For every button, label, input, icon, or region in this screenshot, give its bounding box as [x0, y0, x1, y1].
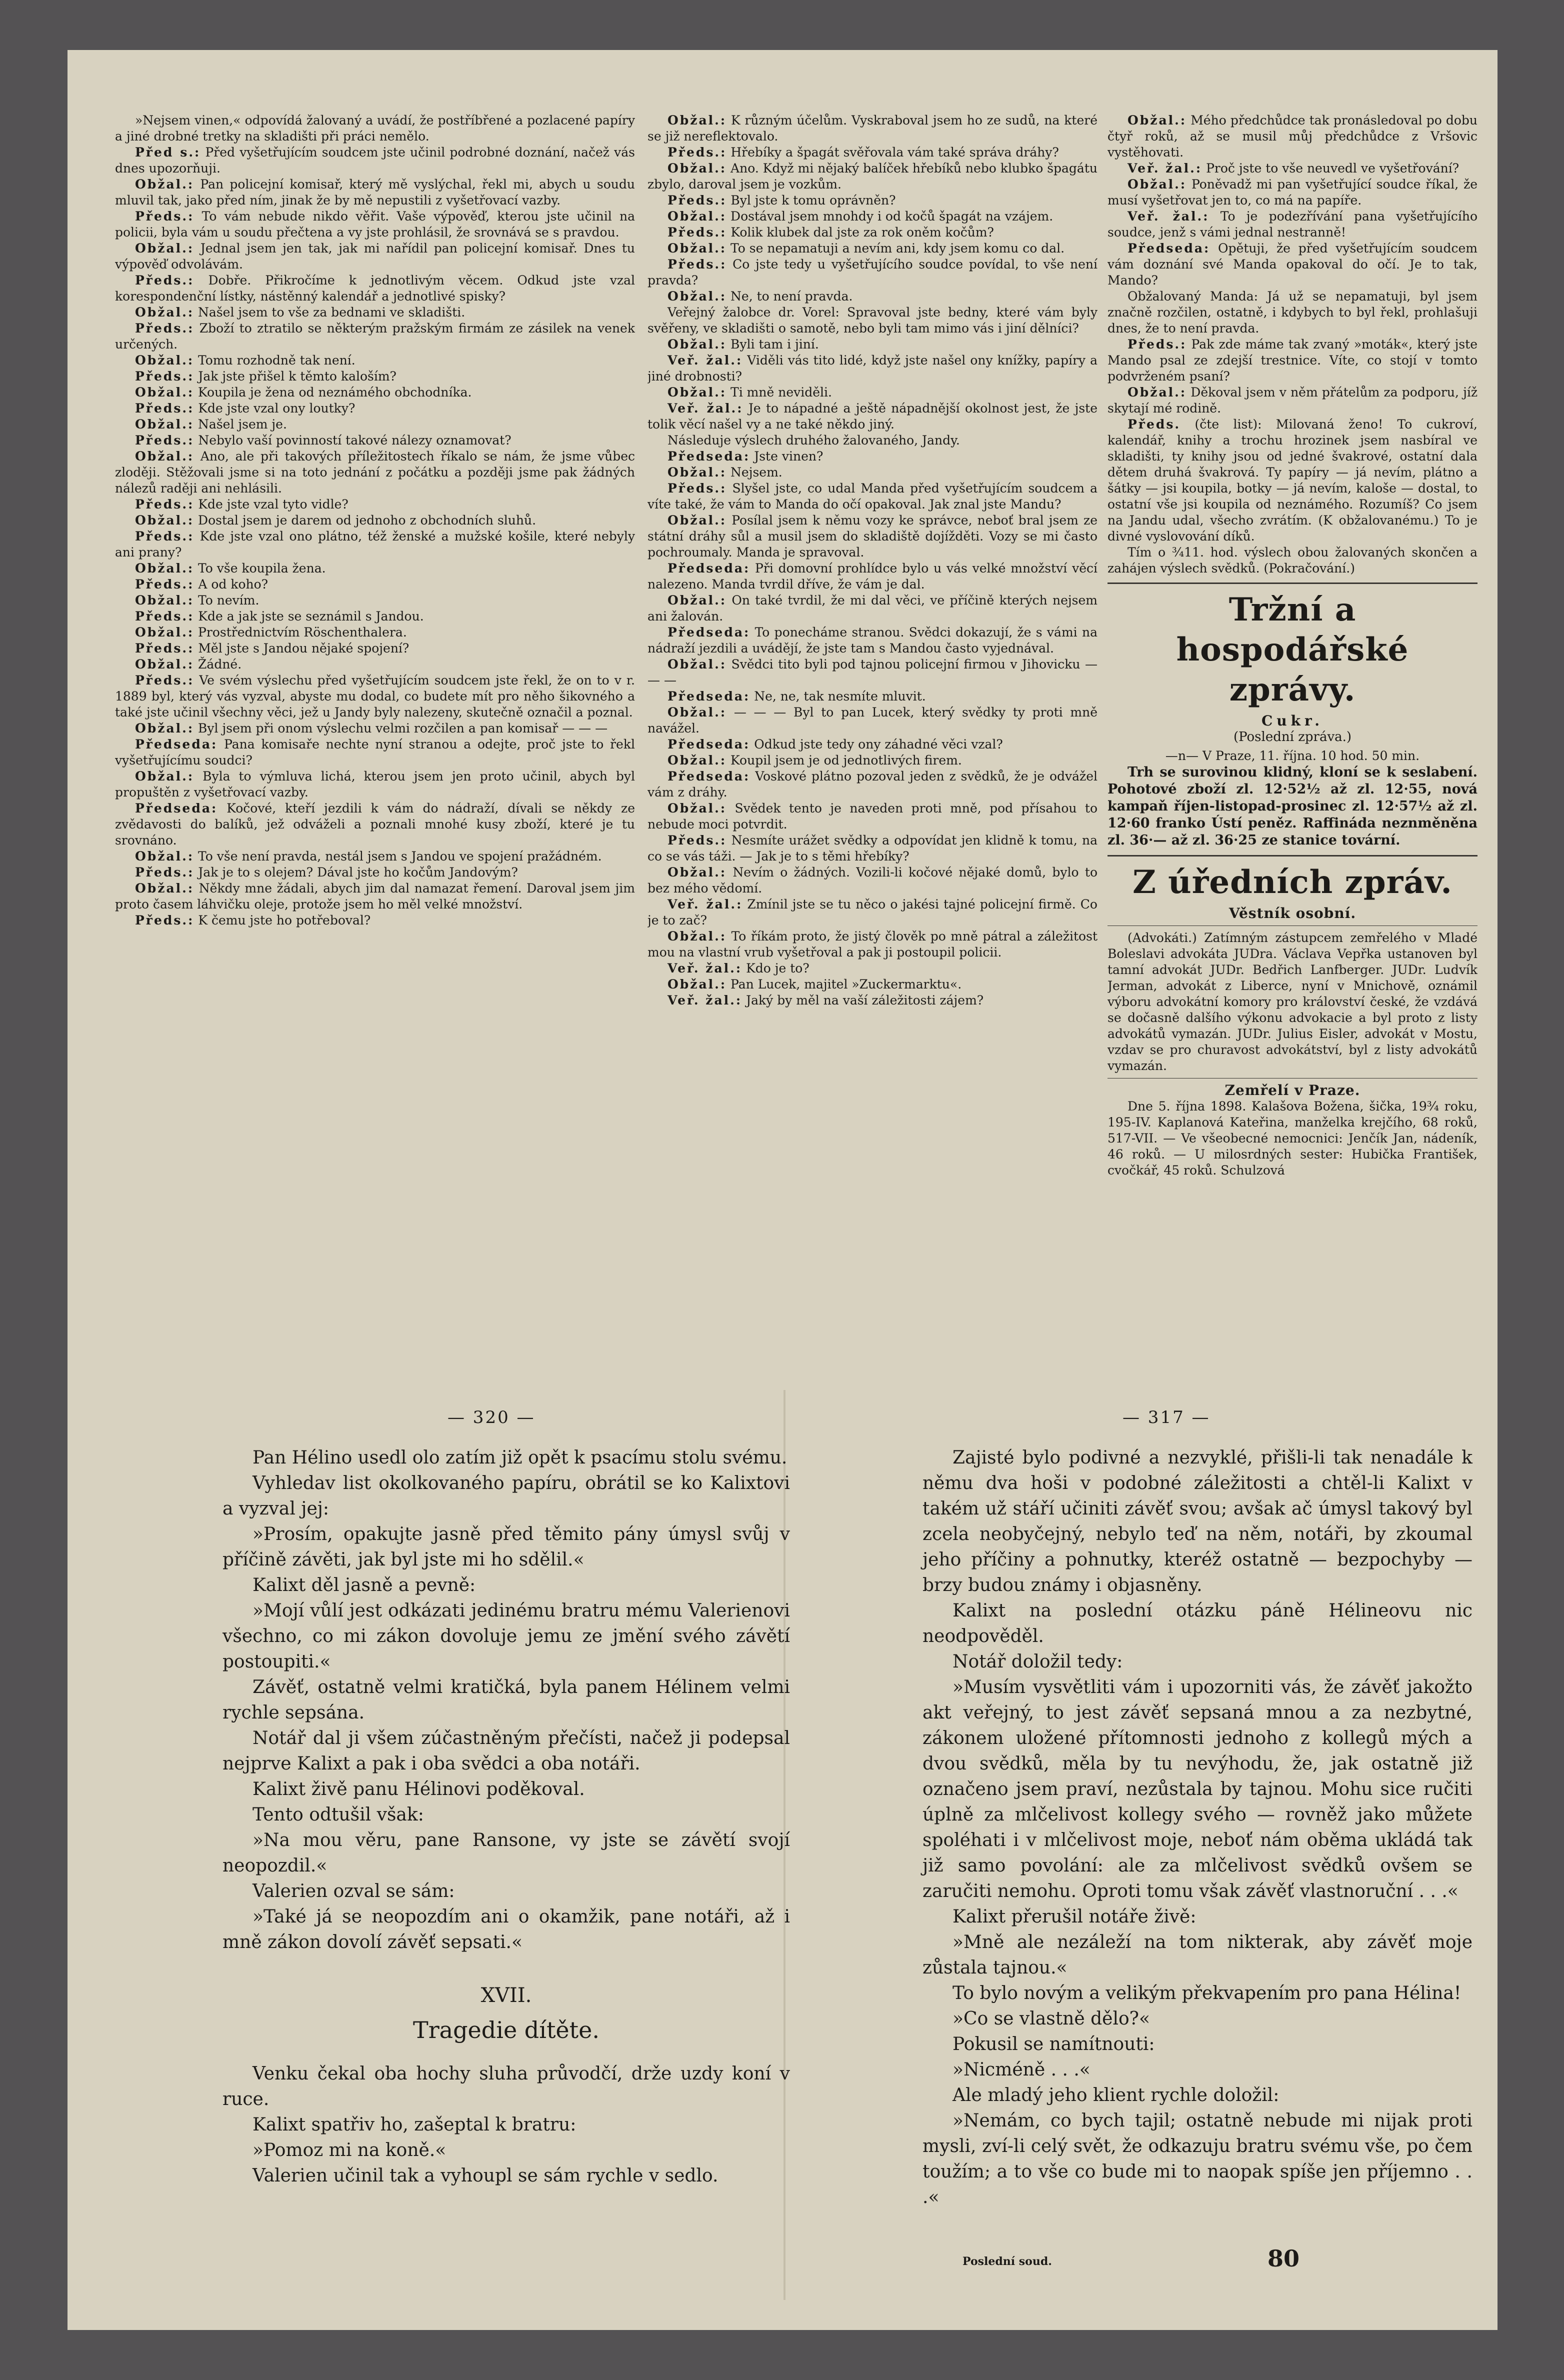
dialog-text: Posílal jsem k němu vozy ke správce, neboť bral jsem ze státní dráhy sůl a musil jsem do skladiště dojížděti. Vozy se mi často pochroumaly. Manda je spravoval. [648, 513, 1098, 560]
dialog-paragraph [115, 800, 635, 848]
book-paragraph: Kalixt živě panu Hélinovi poděkoval. [252, 1779, 585, 1800]
dialog-text: Prostřednictvím Röschenthalera. [198, 625, 407, 640]
book-paragraph: Venku čekal oba hochy sluha průvodčí, drže uzdy koní v ruce. [222, 2064, 790, 2110]
last-report-note: (Poslední zpráva.) [1233, 730, 1352, 744]
dialog-paragraph [648, 896, 1098, 928]
dialog-paragraph [115, 320, 635, 352]
dialog-text: Odkud jste tedy ony záhadné věci vzal? [754, 737, 1003, 752]
speaker-label: Veř. žal.: [668, 993, 742, 1008]
dialog-paragraph [648, 112, 1098, 144]
speaker-label: Obžal.: [668, 513, 727, 528]
dialog-text: Dostával jsem mnohdy i od kočů špagát na vzájem. [730, 209, 1054, 224]
speaker-label: Obžal.: [668, 337, 727, 352]
dialog-paragraph [115, 496, 635, 512]
speaker-label: Předs.: [135, 321, 194, 336]
dialog-paragraph [648, 304, 1098, 336]
speaker-label: Obžal.: [135, 849, 194, 864]
speaker-label: Obžal.: [1128, 113, 1187, 128]
speaker-label: Obžal.: [135, 241, 194, 256]
dialog-paragraph [648, 752, 1098, 768]
book-paragraph: Kalixt spatřiv ho, zašeptal k bratru: [252, 2114, 576, 2135]
book-paragraph: »Pomoz mi na koně.« [252, 2140, 446, 2160]
speaker-label: Veř. žal.: [668, 353, 743, 368]
dialog-text: Kočové, kteří jezdili k vám do nádraží, dívali se někdy ze zvědavosti do balíků, jež odváželi a poznali mnohé kusy zboží, které je tu srovnáno. [115, 801, 635, 848]
dialog-text: Kde jste vzal ony loutky? [198, 401, 356, 416]
dialog-paragraph [115, 656, 635, 672]
dialog-text: Koupila je žena od neznámého obchodníka. [198, 385, 472, 400]
speaker-label: Obžal.: [135, 177, 194, 192]
dialog-text: Jste vinen? [754, 449, 824, 464]
speaker-label: Obžal.: [135, 305, 194, 320]
dialog-paragraph [1108, 288, 1478, 336]
dialog-text: To se nepamatuji a nevím ani, kdy jsem komu co dal. [730, 241, 1065, 256]
book-paragraph: Zajisté bylo podivné a nezvyklé, přišli-li tak nenadále k němu dva hoši v podobné záležitosti a chtěl-li Kalixt v takém už stáří učiniti závěť svou; avšak ač úmysl takový byl zcela neobyčejný, nebylo teď na něm, notáři, by zkoumal jeho příčiny a pohnutky, kteréž ostatně — bezpochyby — brzy budou známy i objasněny. [922, 1448, 1472, 1596]
dialog-text: Byla to výmluva lichá, kterou jsem jen proto učinil, abych byl propuštěn z vyšetřovací vazby. [115, 769, 635, 800]
speaker-label: Obžal.: [668, 929, 727, 944]
speaker-label: Obžal.: [668, 465, 727, 480]
dialog-paragraph [115, 768, 635, 800]
speaker-label: Předseda: [668, 449, 750, 464]
dialog-paragraph [1108, 208, 1478, 240]
dialog-text: K čemu jste ho potřeboval? [198, 913, 371, 928]
dialog-paragraph [1108, 160, 1478, 176]
dialog-paragraph [115, 592, 635, 608]
speaker-label: Veř. žal.: [1128, 161, 1202, 176]
dialog-text: A od koho? [198, 577, 268, 592]
dialog-paragraph [115, 608, 635, 624]
book-page-number-right: — 317 — [1122, 1408, 1210, 1428]
book-page-number-left: — 320 — [448, 1408, 536, 1428]
dialog-text: Viděli vás tito lidé, když jste našel ony knížky, papíry a jiné drobnosti? [648, 353, 1098, 384]
speaker-label: Obžal.: [668, 385, 727, 400]
dialog-paragraph [115, 304, 635, 320]
dialog-text: Nesmíte urážet svědky a odpovídat jen klidně k tomu, na co se vás táži. — Jak je to s těmi hřebíky? [648, 833, 1098, 864]
dialog-paragraph [648, 288, 1098, 304]
dialog-paragraph [648, 432, 1098, 448]
dialog-text: To nevím. [198, 593, 260, 608]
official-news-heading: Z úředních zpráv. [1132, 864, 1452, 901]
dialog-text: Jak je to s olejem? Dával jste ho kočům Jandovým? [198, 865, 518, 880]
speaker-label: Obžal.: [668, 865, 727, 880]
dialog-text: Obžalovaný Manda: Já už se nepamatuji, byl jsem značně rozčilen, ostatně, i kdybych to byl řekl, prohlašuji dnes, že to není pravda. [1108, 289, 1478, 336]
speaker-label: Obžal.: [668, 753, 727, 768]
dialog-paragraph [648, 208, 1098, 224]
dialog-paragraph [648, 992, 1098, 1008]
book-paragraph: To bylo novým a velikým překvapením pro pana Hélina! [952, 1983, 1462, 2004]
dialog-paragraph [115, 400, 635, 416]
dialog-text: Tím o ¾11. hod. výslech obou žalovaných skončen a zahájen výslech svědků. (Pokračování.) [1108, 545, 1478, 576]
speaker-label: Předs.: [135, 529, 194, 544]
dialog-text: Svědci tito byli pod tajnou policejní firmou v Jihovicku — — — [648, 657, 1098, 688]
speaker-label: Obžal.: [1128, 177, 1187, 192]
speaker-label: Obžal.: [135, 353, 194, 368]
section-divider [1108, 582, 1478, 584]
speaker-label: Obžal.: [668, 977, 727, 992]
dialog-paragraph [115, 736, 635, 768]
newspaper-page [68, 50, 1498, 2330]
personal-gazette-subheading: Věstník osobní. [1228, 905, 1356, 922]
court-dialog-continuation [1108, 112, 1478, 576]
speaker-label: Obžal.: [135, 881, 194, 896]
speaker-label: Obžal.: [135, 561, 194, 576]
speaker-label: Předs.: [135, 609, 194, 624]
dialog-text: To vše není pravda, nestál jsem s Jandou ve spojení pražádném. [198, 849, 602, 864]
speaker-label: Předs.: [135, 497, 194, 512]
speaker-label: Předs.: [135, 369, 194, 384]
book-paragraph: Valerien učinil tak a vyhoupl se sám rychle v sedlo. [252, 2166, 718, 2186]
book-paragraph: »Nicméně . . .« [952, 2060, 1090, 2080]
dialog-text: Žádné. [198, 657, 242, 672]
speaker-label: Obžal.: [668, 289, 727, 304]
dialog-paragraph [648, 560, 1098, 592]
book-paragraph: »Co se vlastně dělo?« [952, 2008, 1150, 2029]
dialog-paragraph [648, 480, 1098, 512]
dialog-paragraph [648, 864, 1098, 896]
speaker-label: Předs.: [668, 257, 727, 272]
dialog-text: Nejsem. [730, 465, 782, 480]
dialog-text: Opětuji, že před vyšetřujícím soudcem vám doznání své Manda opakoval do očí. Je to tak, Mando? [1108, 241, 1478, 288]
dialog-text: Pak zde máme tak zvaný »moták«, který jste Mando psal ze zdejší trestnice. Víte, co stojí v tomto podvrženém psaní? [1108, 337, 1478, 384]
speaker-label: Obžal.: [135, 657, 194, 672]
speaker-label: Předseda: [668, 769, 750, 784]
dialog-text: Byl jste k tomu oprávněn? [730, 193, 896, 208]
dialog-text: On také tvrdil, že mi dal věci, ve příčině kterých nejsem ani žalován. [648, 593, 1098, 624]
dialog-text: Byli tam i jiní. [730, 337, 819, 352]
dialog-text: Ti mně neviděli. [730, 385, 832, 400]
dialog-paragraph [648, 736, 1098, 752]
book-paragraph: Valerien ozval se sám: [252, 1881, 455, 1902]
deaths-heading: Zemřelí v Praze. [1224, 1082, 1360, 1098]
book-paragraph: »Také já se neopozdím ani o okamžik, pane notáři, až i mně zákon dovolí závěť sepsati.« [222, 1906, 790, 1952]
dialog-paragraph [115, 416, 635, 432]
dialog-paragraph [115, 864, 635, 880]
speaker-label: Předs.: [135, 913, 194, 928]
dialog-text: »Nejsem vinen,« odpovídá žalovaný a uvádí, že postříbřené a pozlacené papíry a jiné drobné tretky na skladišti při práci nemělo. [115, 113, 635, 144]
dialog-text: Pana komisaře nechte nyní stranou a odejte, proč jste to řekl vyšetřujícímu soudci? [115, 737, 635, 768]
speaker-label: Obžal.: [668, 801, 727, 816]
dialog-text: Kde jste vzal ono plátno, též ženské a mužské košile, které nebyly ani prany? [115, 529, 635, 560]
dialog-paragraph [648, 832, 1098, 864]
book-paragraph: »Prosím, opakujte jasně před těmito pány úmysl svůj v příčině závěti, jak byl jste mi ho sdělil.« [222, 1524, 790, 1570]
dialog-text: Koupil jsem je od jednotlivých firem. [730, 753, 962, 768]
dialog-paragraph [115, 560, 635, 576]
book-paragraph: Notář doložil tedy: [952, 1652, 1123, 1672]
book-page-right [922, 1445, 1472, 2210]
dialog-paragraph [648, 688, 1098, 704]
book-paragraph: Tento odtušil však: [252, 1804, 424, 1825]
chapter-title: Tragedie dítěte. [413, 2016, 600, 2044]
dialog-paragraph [648, 224, 1098, 240]
dialog-paragraph [648, 512, 1098, 560]
dialog-text: Zmínil jste se tu něco o jakési tajné policejní firmě. Co je to zač? [648, 897, 1098, 928]
dialog-text: Proč jste to vše neuvedl ve vyšetřování? [1206, 161, 1460, 176]
speaker-label: Předs.: [135, 641, 194, 656]
dialog-paragraph [648, 624, 1098, 656]
dialog-paragraph [648, 928, 1098, 960]
dialog-text: Ve svém výslechu před vyšetřujícím soudcem jste řekl, že on to v r. 1889 byl, který vás vyzval, abyste mu dodal, co budete mít pro něho šikovného a také jste učinil všechny věci, jež u Jandy byly nalezeny, skutečně označil a poznal. [115, 673, 635, 720]
dialog-text: Ano. Když mi nějaký balíček hřebíků nebo klubko špagátu zbylo, daroval jsem je vozkům. [648, 161, 1098, 192]
dialog-text: Pan Lucek, majitel »Zuckermarktu«. [730, 977, 962, 992]
dialog-text: Hřebíky a špagát svěřovala vám také správa dráhy? [730, 145, 1059, 160]
dialog-paragraph [648, 240, 1098, 256]
section-divider [1108, 855, 1478, 856]
speaker-label: Předs.: [135, 577, 194, 592]
speaker-label: Předs.: [668, 225, 727, 240]
book-paragraph: Vyhledav list okolkovaného papíru, obrátil se ko Kalixtovi a vyzval jej: [222, 1473, 790, 1519]
book-paragraph: »Mně ale nezáleží na tom nikterak, aby závěť moje zůstala tajnou.« [922, 1932, 1472, 1978]
dialog-text: Kdo je to? [746, 961, 810, 976]
speaker-label: Předs.: [1128, 337, 1187, 352]
book-text-after-chapter [222, 2061, 790, 2188]
dialog-paragraph [1108, 544, 1478, 576]
dialog-text: Našel jsem je. [198, 417, 287, 432]
dialog-paragraph [1108, 112, 1478, 160]
dialog-text: K různým účelům. Vyskraboval jsem ho ze sudů, na které se již nereflektovalo. [648, 113, 1098, 144]
dialog-text: Před vyšetřujícím soudcem jste učinil podrobné doznání, načež vás dnes upozorňuji. [115, 145, 635, 176]
book-page-left [222, 1445, 790, 2188]
dialog-paragraph [115, 512, 635, 528]
speaker-label: Obžal.: [1128, 385, 1187, 400]
dialog-paragraph [648, 400, 1098, 432]
dialog-text: — — — Byl to pan Lucek, který svědky ty proti mně navážel. [648, 705, 1098, 736]
speaker-label: Předs.: [668, 193, 727, 208]
dialog-text: Svědek tento je naveden proti mně, pod přísahou to nebude moci potvrdit. [648, 801, 1098, 832]
dialog-text: Jak jste přišel k těmto kaloším? [198, 369, 396, 384]
speaker-label: Obžal.: [135, 449, 194, 464]
dialog-text: (čte list): Milovaná ženo! To cukroví, kalendář, knihy a trochu hrozinek jsem nasbíral ve skladišti, ty knihy jsou od jedné švakrové, ostatní dala dětem druhá švakrová. Ty papíry — já nevím, plátno a šátky — jsi koupila, botky — já nevím, kaloše — dostal, to ostatní vše jsi koupila od neznámého. Rozumíš? Co jsem na Jandu udal, všecho zvrátím. (K obžalovanému.) To je divné vyslovování díků. [1108, 417, 1478, 544]
dialog-paragraph [115, 240, 635, 272]
speaker-label: Obžal.: [668, 241, 727, 256]
speaker-label: Předs.: [135, 401, 194, 416]
market-report: Trh se surovinou klidný, kloní se k seslabení. Pohotové zboží zl. 12·52½ až zl. 12·55, nová kampaň říjen-listopad-prosinec zl. 12·57½ až zl. 12·60 franko Ústí peněz. Raffináda neznměněna zl. 36·— až zl. 36·25 ze stanice tovární. [1108, 764, 1478, 848]
dialog-text: Jaký by měl na vaší záležitosti zájem? [746, 993, 984, 1008]
dialog-paragraph [115, 208, 635, 240]
dialog-paragraph [115, 640, 635, 656]
dialog-paragraph [115, 624, 635, 640]
dialog-text: Ano, ale při takových příležitostech říkalo se nám, že jsme vůbec zloději. Stěžovali jsme si na toto jednání z počátku a později jsme pak žádných nálezů raději ani nehlásili. [115, 449, 635, 496]
dialog-text: Někdy mne žádali, abych jim dal namazat řemení. Daroval jsem jim proto časem láhvičku oleje, protože jsem ho měl velké množství. [115, 881, 635, 912]
speaker-label: Předs.: [135, 209, 194, 224]
speaker-label: Předs. [1128, 417, 1181, 432]
book-paragraph: Pan Hélino usedl olo zatím již opět k psacímu stolu svému. [252, 1448, 788, 1468]
dialog-text: Kde a jak jste se seznámil s Jandou. [198, 609, 424, 624]
dialog-paragraph [648, 592, 1098, 624]
dialog-text: Dobře. Přikročíme k jednotlivým věcem. Odkud jste vzal korespondenční lístky, nástěnný kalendář a jednotlivé spisky? [115, 273, 635, 304]
book-paragraph: Kalixt na poslední otázku páně Hélineovu nic neodpověděl. [922, 1600, 1472, 1646]
dialog-text: Voskové plátno pozoval jeden z svědků, že je odvážel vám z dráhy. [648, 769, 1098, 800]
dialog-paragraph [1108, 336, 1478, 384]
dialog-text: Co jste tedy u vyšetřujícího soudce povídal, to vše není pravda? [648, 257, 1098, 288]
book-paragraph: Pokusil se namítnouti: [952, 2034, 1155, 2054]
dialog-text: To vám nebude nikdo věřit. Vaše výpověď, kterou jste učinil na policii, byla vám u soudu přečtena a vy jste prohlásil, že srovnává se s pravdou. [115, 209, 635, 240]
speaker-label: Předseda: [135, 737, 218, 752]
dialog-paragraph [115, 672, 635, 720]
deaths-list: Dne 5. října 1898. Kalašova Božena, šička, 19¾ roku, 195-IV. Kaplanová Kateřina, manželka krejčího, 68 roků, 517-VII. — Ve všeobecné nemocnici: Jenčík Jan, nádeník, 46 roků. — U milosrdných sester: Hubička František, cvočkář, 45 roků. Schulzová [1108, 1099, 1478, 1178]
dialog-paragraph [648, 256, 1098, 288]
speaker-label: Obžal.: [135, 513, 194, 528]
dialog-text: Nebylo vaší povinností takové nálezy oznamovat? [198, 433, 512, 448]
book-paragraph: Notář dal ji všem zúčastněným přečísti, načež ji podepsal nejprve Kalixt a pak i oba svědci a oba notáři. [222, 1728, 790, 1774]
dialog-paragraph [1108, 384, 1478, 416]
dialog-paragraph [648, 384, 1098, 400]
book-paragraph: Kalixt děl jasně a pevně: [252, 1575, 476, 1596]
column-left [115, 112, 635, 1392]
speaker-label: Předseda: [668, 625, 750, 640]
dialog-text: Jednal jsem jen tak, jak mi nařídil pan policejní komisař. Dnes tu výpověď odvolávám. [115, 241, 635, 272]
dialog-text: Našel jsem to vše za bednami ve skladišti. [198, 305, 466, 320]
dialog-text: Při domovní prohlídce bylo u vás velké množství věcí nalezeno. Manda tvrdil dříve, že vám je dal. [648, 561, 1098, 592]
column-right [1108, 112, 1478, 1392]
book-paragraph: »Na mou věru, pane Ransone, vy jste se závětí svojí neopozdil.« [222, 1830, 790, 1876]
dialog-paragraph [1108, 416, 1478, 544]
dialog-paragraph [648, 800, 1098, 832]
speaker-label: Předs.: [135, 273, 194, 288]
dialog-text: To ponecháme stranou. Svědci dokazují, že s vámi na nádraží jezdili a uvádějí, že jste tam s Mandou často vyjednával. [648, 625, 1098, 656]
speaker-label: Obžal.: [668, 657, 727, 672]
speaker-label: Předs.: [668, 145, 727, 160]
book-text-before-chapter [222, 1445, 790, 1955]
column-middle [648, 112, 1098, 1392]
dialog-paragraph [1108, 240, 1478, 288]
speaker-label: Předseda: [668, 561, 750, 576]
lawyers-notice: (Advokáti.) Zatímným zástupcem zemřelého v Mladé Boleslavi advokáta JUDra. Václava Vepřka ustanoven byl tamní advokát JUDr. Bedřich Lanfberger. JUDr. Ludvík Jerman, advokát z Liberce, nyní v Mnichově, oznámil výboru advokátní komory pro království české, že vzdává se dočasně dalšího výkonu advokacie a byl proto z listy advokátů vymazán. JUDr. Julius Eisler, advokát v Mostu, vzdav se pro churavost advokátství, byl z listy advokátů vymazán. [1108, 930, 1478, 1073]
dialog-paragraph [648, 960, 1098, 976]
dialog-paragraph [115, 848, 635, 864]
speaker-label: Předseda: [1128, 241, 1210, 256]
market-news-heading: Tržní a hospodářské zprávy. [1176, 591, 1409, 708]
speaker-label: Předseda: [135, 801, 218, 816]
dialog-paragraph [115, 112, 635, 144]
dialog-text: Kolik klubek dal jste za rok oněm kočům? [730, 225, 994, 240]
dialog-text: Veřejný žalobce dr. Vorel: Spravoval jste bedny, které vám byly svěřeny, ve skladišti o samotě, nebo byli tam mimo vás i jiní dělníci? [648, 305, 1098, 336]
speaker-label: Obžal.: [668, 113, 727, 128]
book-signature-number: 80 [1268, 2245, 1300, 2272]
speaker-label: Obžal.: [668, 593, 727, 608]
dialog-paragraph [115, 432, 635, 448]
speaker-label: Předs.: [668, 481, 727, 496]
speaker-label: Obžal.: [668, 161, 727, 176]
dialog-text: Je to nápadné a ještě nápadnější okolnost jest, že jste tolik věcí našel vy a ne také někdo jiný. [648, 401, 1098, 432]
dialog-text: Nevím o žádných. Vozili-li kočové nějaké domů, bylo to bez mého vědomí. [648, 865, 1098, 896]
speaker-label: Obžal.: [135, 625, 194, 640]
dialog-text: Byl jsem při onom výslechu velmi rozčilen a pan komisař — — — [198, 721, 608, 736]
dialog-paragraph [648, 336, 1098, 352]
dialog-text: Mého předchůdce tak pronásledoval po dobu čtyř roků, až se musil můj předchůdce z Vršovic vystěhovati. [1108, 113, 1478, 160]
speaker-label: Veř. žal.: [668, 897, 743, 912]
dialog-paragraph [648, 160, 1098, 192]
dialog-paragraph [115, 384, 635, 400]
speaker-label: Veř. žal.: [1128, 209, 1210, 224]
dialog-text: Dostal jsem je darem od jednoho z obchodních sluhů. [198, 513, 536, 528]
dialog-text: Měl jste s Jandou nějaké spojení? [198, 641, 410, 656]
book-paragraph: »Nemám, co bych tajil; ostatně nebude mi nijak proti mysli, zví-li celý svět, že odkazuju bratru svému vše, po čem toužím; a to vše co bude mi to naopak spíše jen příjemno . . .« [922, 2110, 1472, 2208]
speaker-label: Předs.: [135, 433, 194, 448]
dialog-paragraph [648, 464, 1098, 480]
dialog-text: Ne, ne, tak nesmíte mluvit. [754, 689, 926, 704]
dialog-paragraph [648, 704, 1098, 736]
dialog-text: To říkám proto, že jistý člověk po mně pátral a záležitost mou na vlastní vrub vyšetřoval a pak ji postoupil policii. [648, 929, 1098, 960]
speaker-label: Obžal.: [135, 385, 194, 400]
speaker-label: Obžal.: [135, 593, 194, 608]
dialog-paragraph [648, 768, 1098, 800]
speaker-label: Veř. žal.: [668, 961, 742, 976]
book-paragraph: Ale mladý jeho klient rychle doložil: [952, 2085, 1280, 2106]
speaker-label: Předs.: [135, 673, 194, 688]
dialog-text: Ne, to není pravda. [730, 289, 853, 304]
dialog-paragraph [115, 352, 635, 368]
dialog-paragraph [648, 144, 1098, 160]
dialog-text: Poněvadž mi pan vyšetřující soudce říkal, že musí vyšetřovat jen to, co má na papíře. [1108, 177, 1478, 208]
dialog-text: Děkoval jsem v něm přátelům za podporu, jíž skytají mé rodině. [1108, 385, 1478, 416]
dialog-text: Slyšel jste, co udal Manda před vyšetřujícím soudcem a víte také, že vám to Manda do očí opakoval. Jak znal jste Mandu? [648, 481, 1098, 512]
dialog-text: Pan policejní komisař, který mě vyslýchal, řekl mi, abych u soudu mluvil tak, jako před ním, jinak že by mě nepustili z vyšetřovací vazby. [115, 177, 635, 208]
speaker-label: Předs.: [668, 833, 727, 848]
dialog-text: Kde jste vzal tyto vidle? [198, 497, 348, 512]
dialog-paragraph [115, 448, 635, 496]
dialog-paragraph [648, 352, 1098, 384]
dialog-paragraph [115, 144, 635, 176]
market-dateline: —n— V Praze, 11. října. 10 hod. 50 min. [1165, 748, 1420, 763]
dialog-paragraph [115, 272, 635, 304]
book-paragraph: Kalixt přerušil notáře živě: [952, 1906, 1196, 1927]
dialog-paragraph [115, 368, 635, 384]
dialog-paragraph [115, 528, 635, 560]
speaker-label: Předseda: [668, 689, 750, 704]
dialog-text: Zboží to ztratilo se některým pražským firmám ze zásilek na venek určených. [115, 321, 635, 352]
speaker-label: Předs.: [135, 865, 194, 880]
speaker-label: Obžal.: [135, 721, 194, 736]
dialog-paragraph [648, 976, 1098, 992]
dialog-text: To je podezřívání pana vyšetřujícího soudce, jenž s vámi jednal nestranně! [1108, 209, 1478, 240]
speaker-label: Předseda: [668, 737, 750, 752]
dialog-paragraph [115, 720, 635, 736]
sugar-subheading: Cukr. [1262, 712, 1324, 729]
dialog-paragraph [1108, 176, 1478, 208]
book-signature-title: Poslední soud. [962, 2255, 1052, 2268]
dialog-paragraph [648, 656, 1098, 688]
book-paragraph: »Mojí vůlí jest odkázati jedinému bratru mému Valerienovi všechno, co mi zákon dovoluje jemu ze jmění svého závětí postoupiti.« [222, 1600, 790, 1672]
book-paragraph: Závěť, ostatně velmi kratičká, byla panem Hélinem velmi rychle sepsána. [222, 1677, 790, 1723]
chapter-number: XVII. [480, 1984, 532, 2007]
dialog-paragraph [648, 448, 1098, 464]
dialog-paragraph [115, 912, 635, 928]
speaker-label: Obžal.: [668, 209, 727, 224]
dialog-paragraph [648, 192, 1098, 208]
book-paragraph: »Musím vysvětliti vám i upozorniti vás, že závěť jakožto akt veřejný, to jest závěť sepsaná mnou a za nezbytné, zákonem uložené přítomnosti jednoho z kollegů mých a dvou svědků, měla by tu nevýhodu, že, jak ostatně již označeno jsem praví, nezůstala by tajnou. Mohu sice ručiti úplně za mlčelivost kollegy svého — rovněž jako můžete spoléhati i v mlčelivost moje, neboť nám oběma ukládá tak již samo povolání: ale za mlčelivost svědků ovšem se zaručiti nemohu. Oproti tomu však závěť vlastnoruční . . .« [922, 1677, 1472, 1902]
dialog-text: To vše koupila žena. [198, 561, 326, 576]
speaker-label: Před s.: [135, 145, 201, 160]
dialog-text: Tomu rozhodně tak není. [198, 353, 356, 368]
speaker-label: Veř. žal.: [668, 401, 744, 416]
dialog-paragraph [115, 880, 635, 912]
speaker-label: Obžal.: [668, 705, 727, 720]
speaker-label: Obžal.: [135, 769, 194, 784]
speaker-label: Obžal.: [135, 417, 194, 432]
dialog-text: Následuje výslech druhého žalovaného, Jandy. [668, 433, 960, 448]
dialog-paragraph [115, 576, 635, 592]
dialog-paragraph [115, 176, 635, 208]
